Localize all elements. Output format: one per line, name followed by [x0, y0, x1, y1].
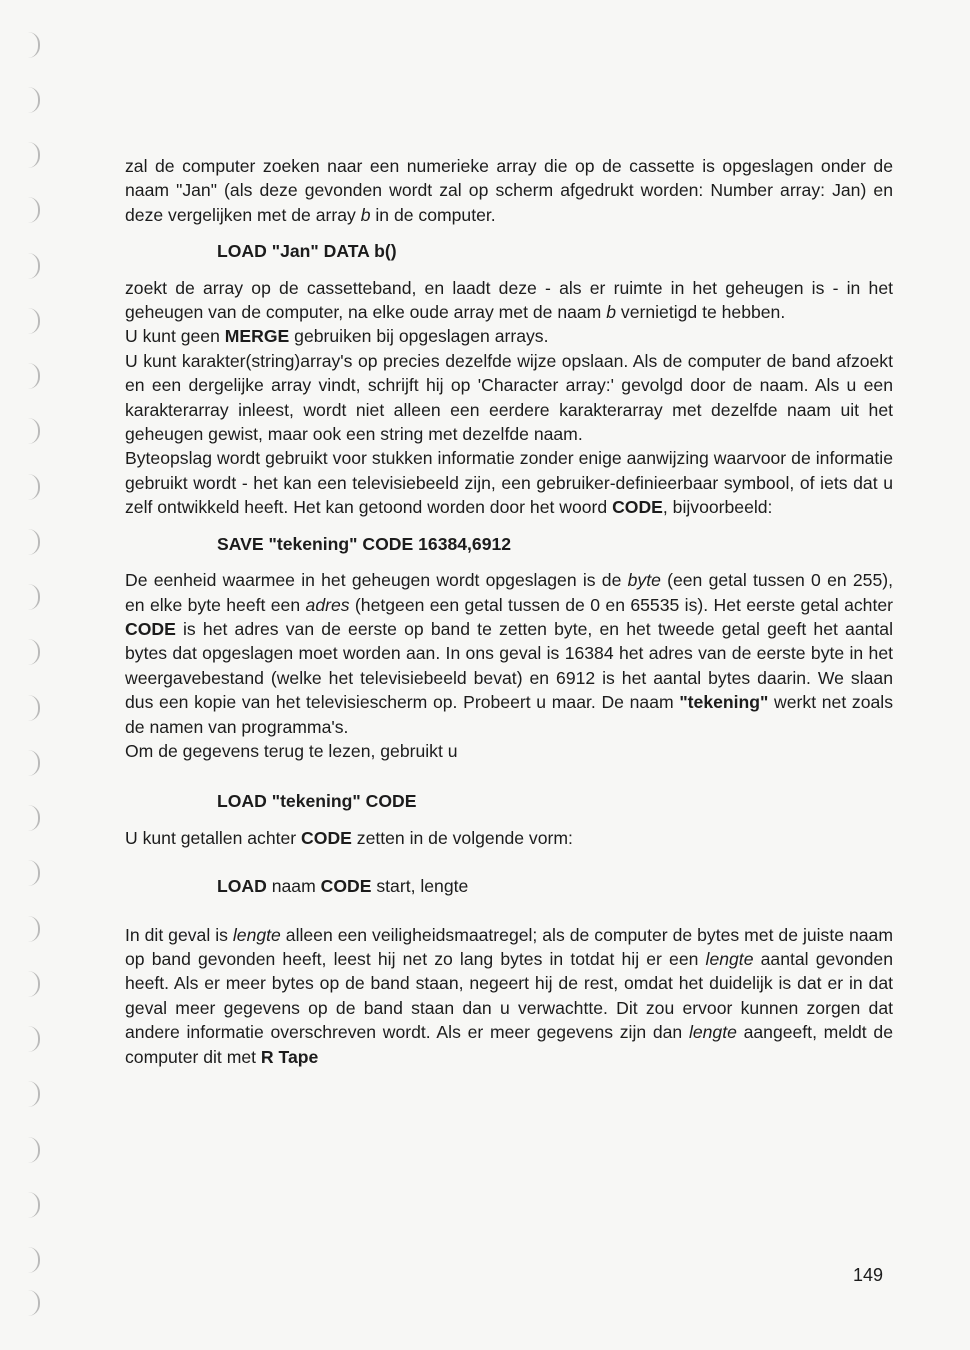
paragraph: U kunt geen MERGE gebruiken bij opgeslagen arrays. — [125, 326, 549, 347]
binder-hole — [28, 1081, 40, 1107]
binder-hole — [28, 695, 40, 721]
binder-hole — [28, 1247, 40, 1273]
binder-hole — [28, 474, 40, 500]
binder-hole — [28, 916, 40, 942]
binder-hole — [28, 584, 40, 610]
binder-hole — [28, 805, 40, 831]
binder-hole — [28, 253, 40, 279]
command-example: SAVE "tekening" CODE 16384,6912 — [217, 533, 512, 554]
paragraph: Byteopslag wordt gebruikt voor stukken informatie zonder enige aanwijzing waarvoor de informatie gebruikt wordt - het kan een televisiebeeld zijn, een gebruiker-definieerbaar symbool, of iets dat u zelf ontwikkeld heeft. Het kan getoond worden door het woord CODE, bijvoorbeeld: — [125, 448, 893, 518]
binder-hole — [28, 142, 40, 168]
command-example: LOAD "Jan" DATA b() — [217, 241, 397, 262]
paragraph: zal de computer zoeken naar een numerieke array die op de cassette is opgeslagen onder de naam "Jan" (als deze gevonden wordt zal op scherm afgedrukt worden: Number array: Jan) en deze vergelijken met de array b in de computer. — [125, 156, 893, 225]
paragraph: Om de gegevens terug te lezen, gebruikt u — [125, 740, 458, 761]
binder-hole — [28, 1290, 40, 1316]
binder-hole — [28, 529, 40, 555]
binder-hole — [28, 971, 40, 997]
binder-hole — [28, 860, 40, 886]
paragraph: zoekt de array op de cassetteband, en laadt deze - als er ruimte in het geheugen is - in het geheugen van de computer, na elke oude array met de naam b vernietigd te hebben. — [125, 277, 893, 323]
binder-hole — [28, 87, 40, 113]
binder-hole — [28, 1192, 40, 1218]
binder-hole — [28, 1137, 40, 1163]
binder-hole — [28, 308, 40, 334]
paragraph: De eenheid waarmee in het geheugen wordt opgeslagen is de byte (een getal tussen 0 en 255), en elke byte heeft een adres (hetgeen een getal tussen de 0 en 65535 is). Het eerste getal achter CODE is het adres van de eerste op band te zetten byte, en het tweede getal geeft het aantal bytes dat opgeslagen moet worden aan. In ons geval is 16384 het adres van de eerste byte in het weergavebestand (welke het televisiebeeld bevat) en 6912 is het aantal bytes daarin. We slaan dus een kopie van het televisiescherm op. Probeert u maar. De naam "tekening" werkt net zoals de namen van programma's. — [125, 570, 893, 737]
binder-hole — [28, 32, 40, 58]
command-example: LOAD naam CODE start, lengte — [217, 876, 469, 897]
paragraph: In dit geval is lengte alleen een veiligheidsmaatregel; als de computer de bytes met de juiste naam op band gevonden heeft, leest hij net zo lang bytes in totdat hij er een lengte aantal gevonden heeft. Als er meer bytes op de band staan, negeert hij de rest, omdat het duidelijk is dat er in dat geval meer gegevens op de band staan dan u verwachtte. Dit zou ervoor kunnen zorgen dat andere informatie overschreven wordt. Als er meer gegevens zijn dan lengte aangeeft, meldt de computer dit met R Tape — [125, 924, 893, 1067]
binder-hole — [28, 1026, 40, 1052]
page-number: 149 — [853, 1265, 884, 1285]
document-body — [125, 154, 893, 1069]
binder-hole — [28, 750, 40, 776]
binder-hole — [28, 639, 40, 665]
paragraph: U kunt karakter(string)array's op precies dezelfde wijze opslaan. Als de computer de band afzoekt en een dergelijke array vindt, schrijft hij op 'Character array:' gevolgd door de naam. Als u een karakterarray inleest, wordt niet alleen een eerdere karakterarray met dezelfde naam uit het geheugen gewist, maar ook een string met dezelfde naam. — [125, 350, 893, 445]
paragraph: U kunt getallen achter CODE zetten in de volgende vorm: — [125, 827, 573, 848]
binder-hole — [28, 363, 40, 389]
command-example: LOAD "tekening" CODE — [217, 791, 417, 812]
binder-hole — [28, 197, 40, 223]
binder-hole — [28, 418, 40, 444]
binder-holes — [22, 0, 52, 1350]
